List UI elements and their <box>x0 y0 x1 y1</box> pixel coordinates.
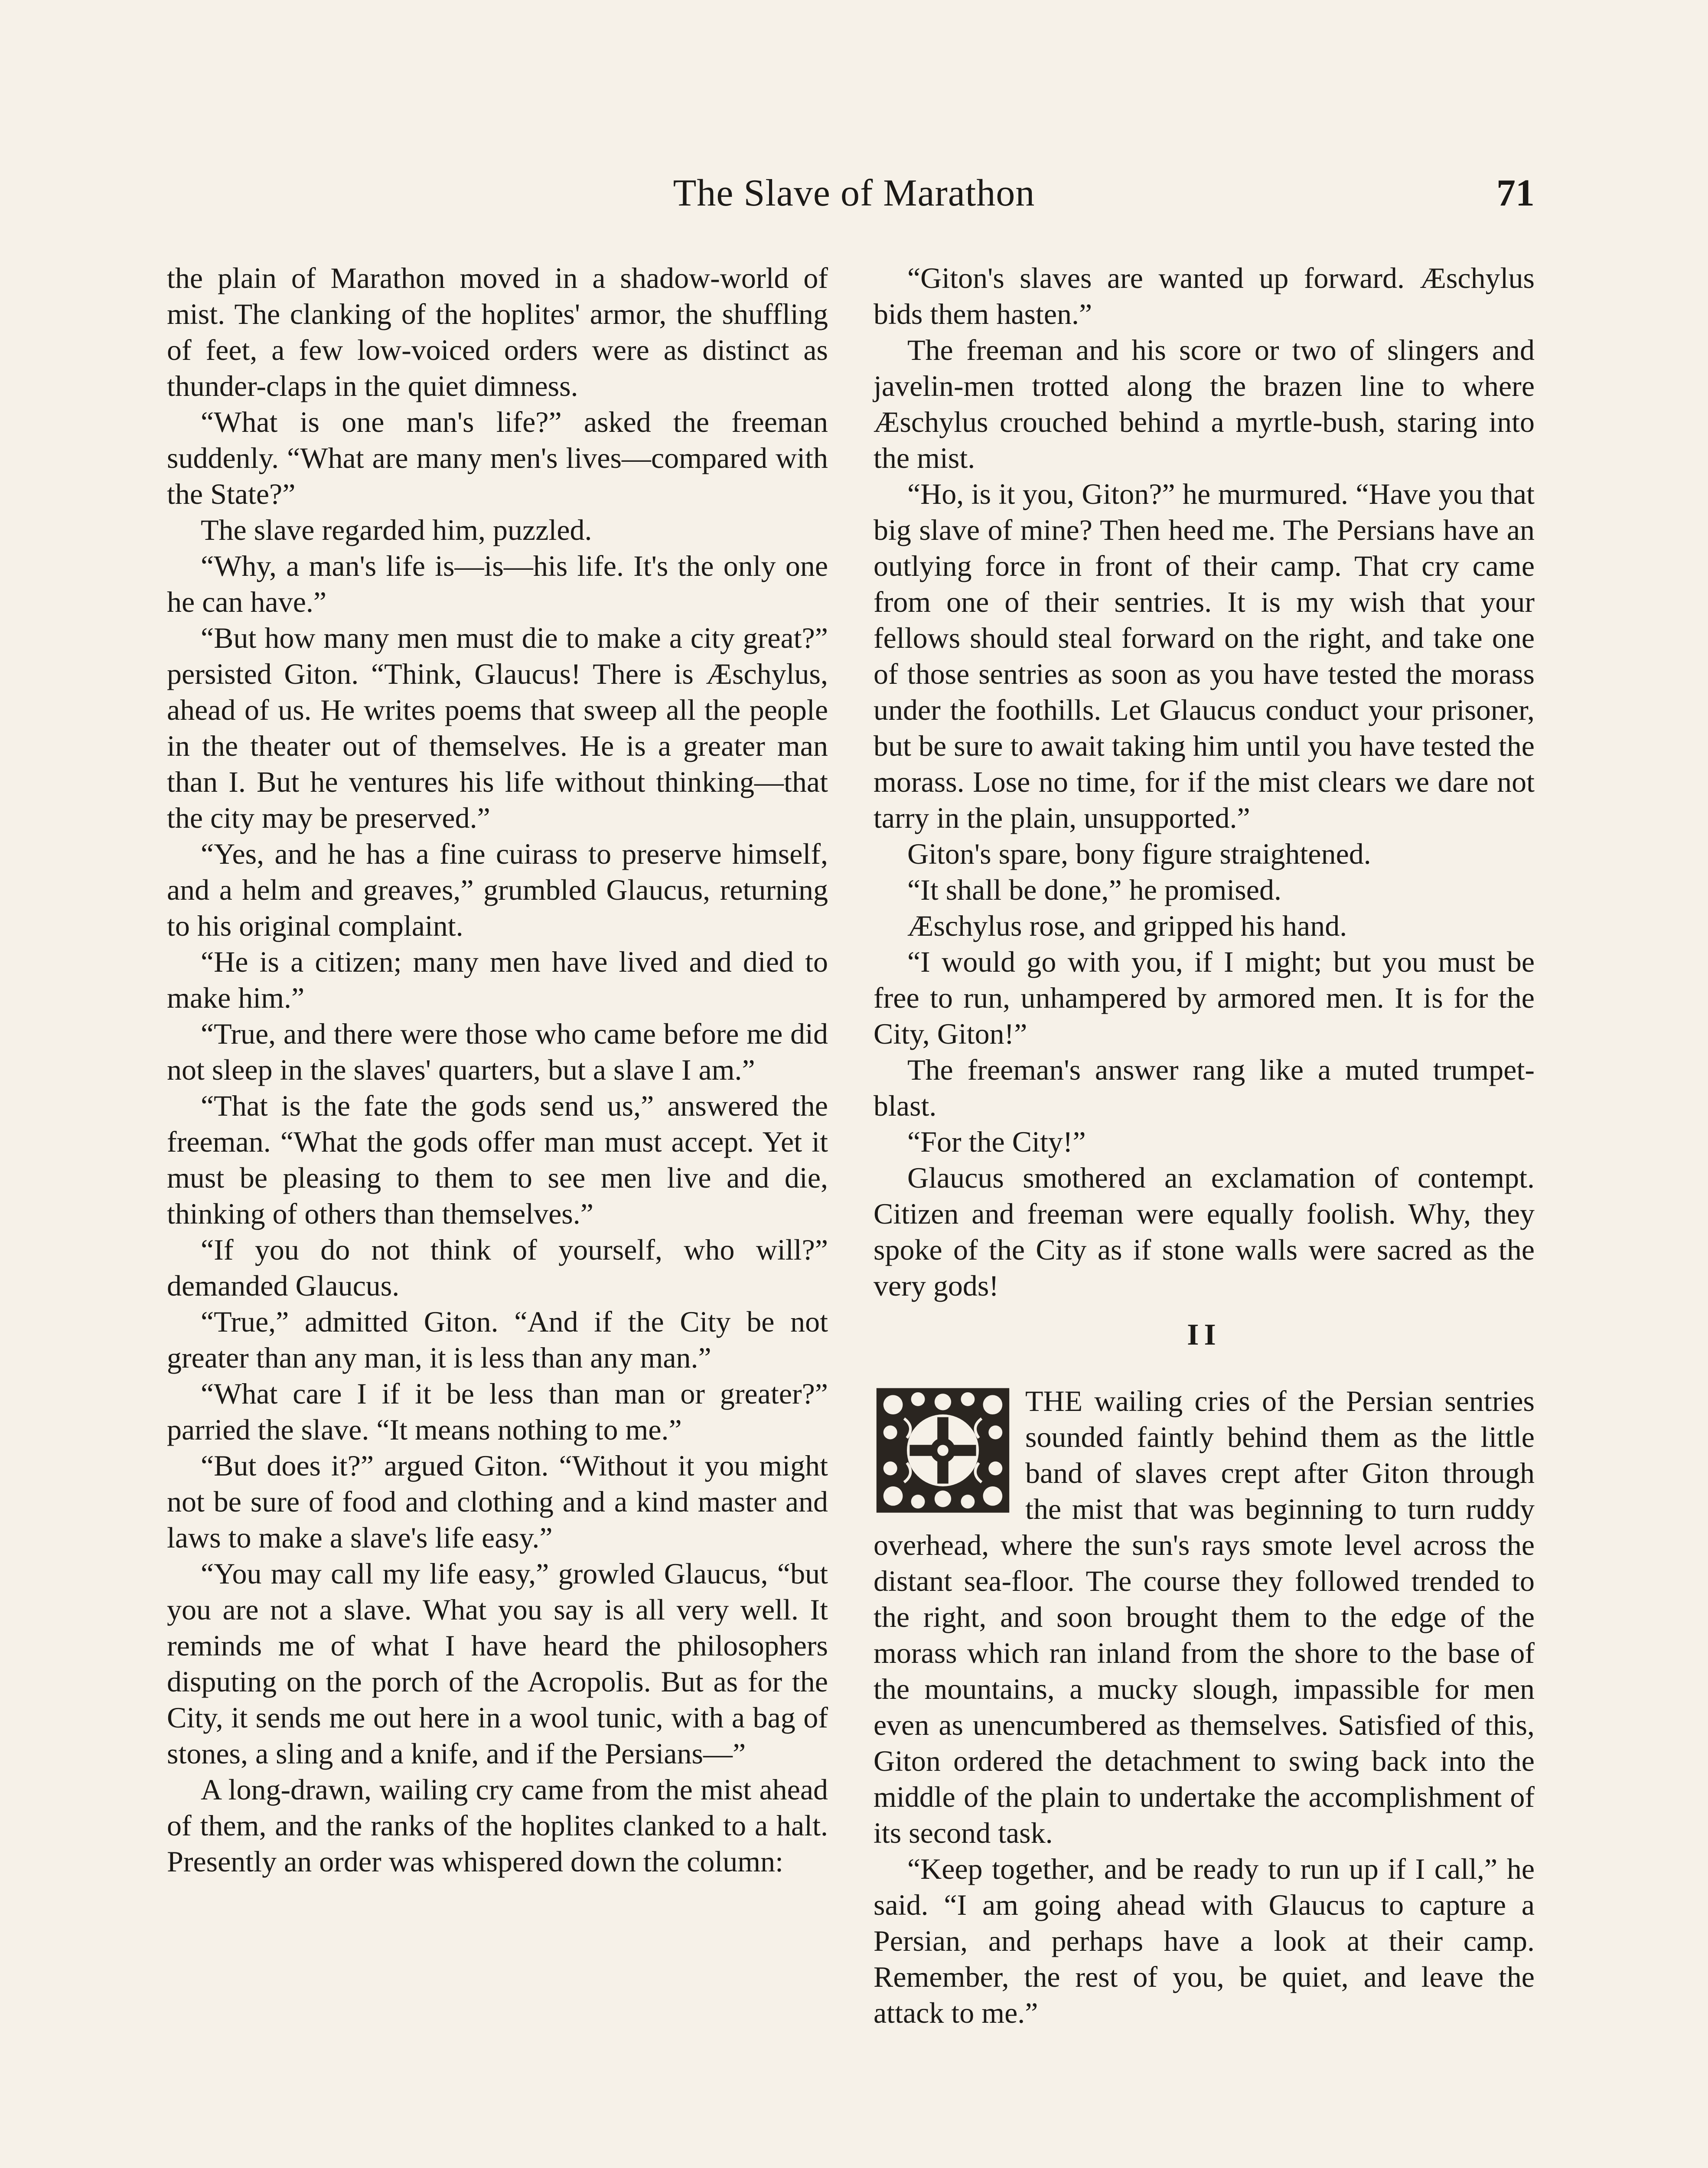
paragraph: “But how many men must die to make a city great?” persisted Giton. “Think, Glaucus! There is Æschylus, ahead of us. He writes poems that sweep all the people in the theater out of themselves. He is a greater man than I. But he ventures his life without thinking—that the city may be preserved.” <box>167 621 828 834</box>
paragraph: “I would go with you, if I might; but you must be free to run, unhampered by armored men. It is for the City, Giton!” <box>874 945 1535 1050</box>
ornamental-initial-icon <box>874 1385 1012 1515</box>
paragraph: The slave regarded him, puzzled. <box>201 513 592 546</box>
page-number: 71 <box>1496 172 1535 214</box>
paragraph: “Yes, and he has a fine cuirass to preserve himself, and a helm and greaves,” grumbled Glaucus, returning to his original complaint. <box>167 837 828 942</box>
paragraph: “That is the fate the gods send us,” answered the freeman. “What the gods offer man must accept. Yet it must be pleasing to them to see men live and die, thinking of others than themselves.” <box>167 1089 828 1230</box>
paragraph: “It shall be done,” he promised. <box>907 873 1281 906</box>
paragraph: Æschylus rose, and gripped his hand. <box>907 909 1347 942</box>
paragraph: “True, and there were those who came before me did not sleep in the slaves' quarters, but a slave I am.” <box>167 1017 828 1086</box>
paragraph: “For the City!” <box>907 1125 1086 1158</box>
section-opening <box>874 1383 1535 1851</box>
paragraph: “True,” admitted Giton. “And if the City be not greater than any man, it is less than any man.” <box>167 1305 828 1374</box>
paragraph-body: wailing cries of the Persian sentries sounded faintly behind them as the little band of slaves crept after Giton through the mist that was beginning to turn ruddy overhead, where the sun's rays smote level across the distant sea-floor. The course they followed trended to the right, and soon brought them to the edge of the morass which ran inland from the shore to the base of the mountains, a mucky slough, impassible for men even as unencumbered as themselves. Satisfied of this, Giton ordered the detachment to swing back into the middle of the plain to undertake the accomplishment of its second task. <box>874 1384 1535 1849</box>
paragraph: The freeman's answer rang like a muted trumpet-blast. <box>874 1053 1535 1122</box>
paragraph: “If you do not think of yourself, who will?” demanded Glaucus. <box>167 1233 828 1302</box>
lead-word: THE <box>1025 1384 1083 1417</box>
paragraph: the plain of Marathon moved in a shadow-world of mist. The clanking of the hoplites' armor, the shuffling of feet, a few low-voiced orders were as distinct as thunder-claps in the quiet dimness. <box>167 261 828 402</box>
paragraph: “But does it?” argued Giton. “Without it you might not be sure of food and clothing and a kind master and laws to make a slave's life easy.” <box>167 1449 828 1554</box>
paragraph: “What care I if it be less than man or greater?” parried the slave. “It means nothing to me.” <box>167 1377 828 1446</box>
running-title: The Slave of Marathon <box>673 172 1035 214</box>
paragraph: A long-drawn, wailing cry came from the mist ahead of them, and the ranks of the hoplites clanked to a halt. Presently an order was whispered down the column: <box>167 1773 828 1878</box>
paragraph: Giton's spare, bony figure straightened. <box>907 837 1371 870</box>
left-column <box>167 260 828 1880</box>
paragraph: “You may call my life easy,” growled Glaucus, “but you are not a slave. What you say is all very well. It reminds me of what I have heard the philosophers disputing on the porch of the Acropolis. But as for the City, it sends me out here in a wool tunic, with a bag of stones, a sling and a knife, and if the Persians—” <box>167 1557 828 1770</box>
section-heading: II <box>1187 1318 1221 1352</box>
paragraph: “Ho, is it you, Giton?” he murmured. “Have you that big slave of mine? Then heed me. The Persians have an outlying force in front of their camp. That cry came from one of their sentries. It is my wish that your fellows should steal forward on the right, and take one of those sentries as soon as you have tested the morass under the foothills. Let Glaucus conduct your prisoner, but be sure to await taking him until you have tested the morass. Lose no time, for if the mist clears we dare not tarry in the plain, unsupported.” <box>874 477 1535 834</box>
paragraph: “He is a citizen; many men have lived and died to make him.” <box>167 945 828 1014</box>
paragraph: “Why, a man's life is—is—his life. It's the only one he can have.” <box>167 549 828 618</box>
right-column <box>874 260 1535 2031</box>
paragraph: “Giton's slaves are wanted up forward. Æschylus bids them hasten.” <box>874 261 1535 330</box>
paragraph: “Keep together, and be ready to run up if I call,” he said. “I am going ahead with Glaucus to capture a Persian, and perhaps have a look at their camp. Remember, the rest of you, be quiet, and leave the attack to me.” <box>874 1852 1535 2029</box>
paragraph: “What is one man's life?” asked the freeman suddenly. “What are many men's lives—compared with the State?” <box>167 405 828 510</box>
paragraph: The freeman and his score or two of slingers and javelin-men trotted along the brazen line to where Æschylus crouched behind a myrtle-bush, staring into the mist. <box>874 333 1535 474</box>
paragraph: Glaucus smothered an exclamation of contempt. Citizen and freeman were equally foolish. Why, they spoke of the City as if stone walls were sacred as the very gods! <box>874 1161 1535 1302</box>
